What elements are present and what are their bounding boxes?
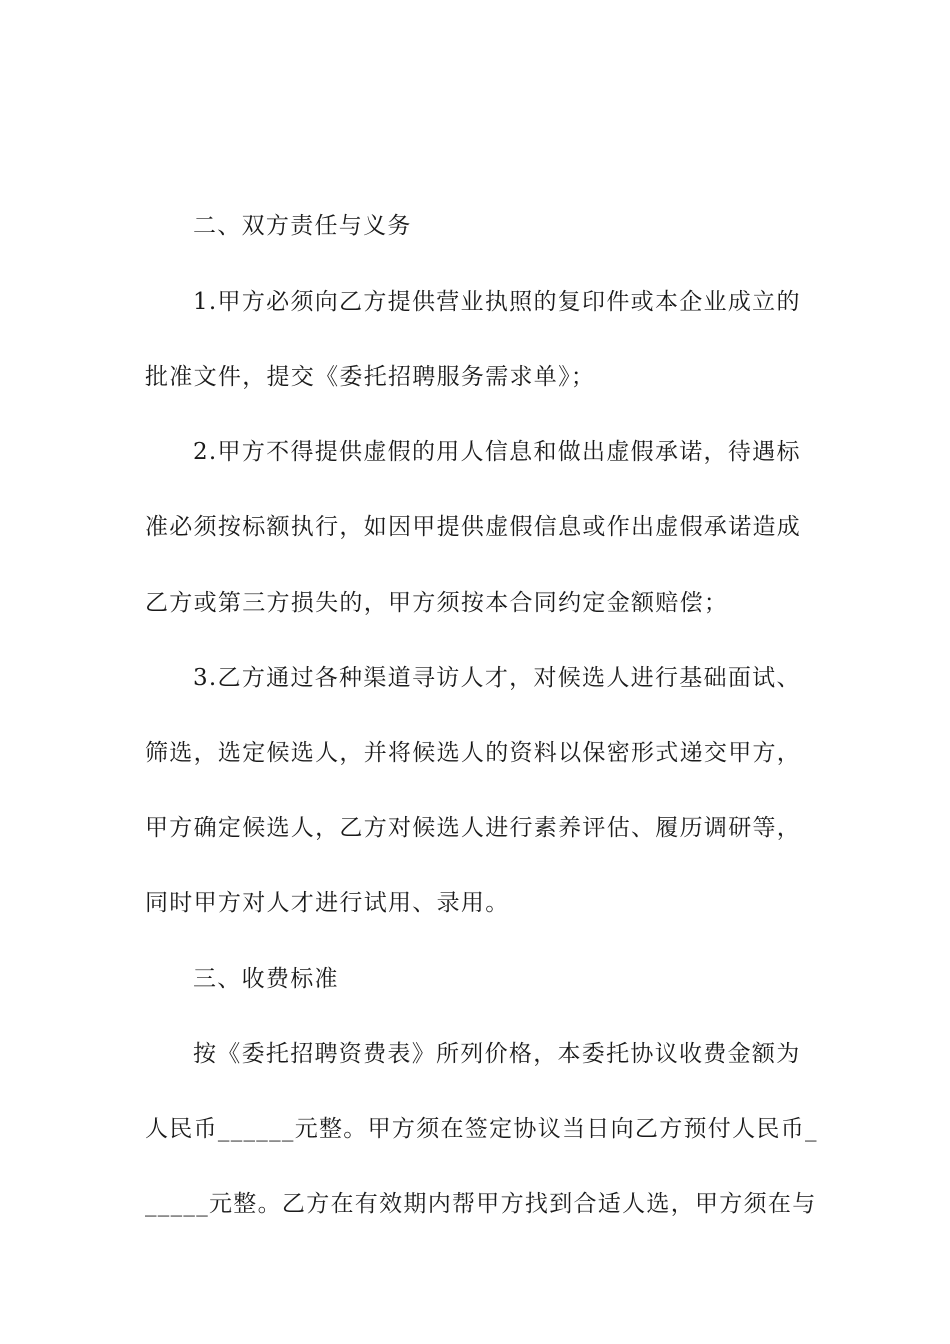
paragraph-line: 准必须按标额执行，如因甲提供虚假信息或作出虚假承诺造成 bbox=[145, 514, 802, 540]
paragraph-line: 筛选，选定候选人，并将候选人的资料以保密形式递交甲方， bbox=[145, 740, 802, 766]
paragraph-line: _____元整。乙方在有效期内帮甲方找到合适人选，甲方须在与 bbox=[145, 1191, 817, 1217]
paragraph-line: 3.乙方通过各种渠道寻访人才，对候选人进行基础面试、 bbox=[193, 665, 801, 691]
paragraph-line: 乙方或第三方损失的，甲方须按本合同约定金额赔偿； bbox=[145, 590, 729, 616]
paragraph-line: 同时甲方对人才进行试用、录用。 bbox=[145, 890, 510, 916]
section-heading-responsibilities: 二、双方责任与义务 bbox=[193, 213, 412, 239]
paragraph-line: 批准文件，提交《委托招聘服务需求单》； bbox=[145, 364, 596, 390]
paragraph-line: 按《委托招聘资费表》所列价格，本委托协议收费金额为 bbox=[193, 1041, 801, 1067]
section-heading-fees: 三、收费标准 bbox=[193, 966, 339, 992]
paragraph-line: 2.甲方不得提供虚假的用人信息和做出虚假承诺，待遇标 bbox=[193, 439, 801, 465]
paragraph-line: 1.甲方必须向乙方提供营业执照的复印件或本企业成立的 bbox=[193, 289, 801, 315]
paragraph-line: 甲方确定候选人，乙方对候选人进行素养评估、履历调研等， bbox=[145, 815, 802, 841]
paragraph-line: 人民币______元整。甲方须在签定协议当日向乙方预付人民币_ bbox=[145, 1116, 818, 1142]
